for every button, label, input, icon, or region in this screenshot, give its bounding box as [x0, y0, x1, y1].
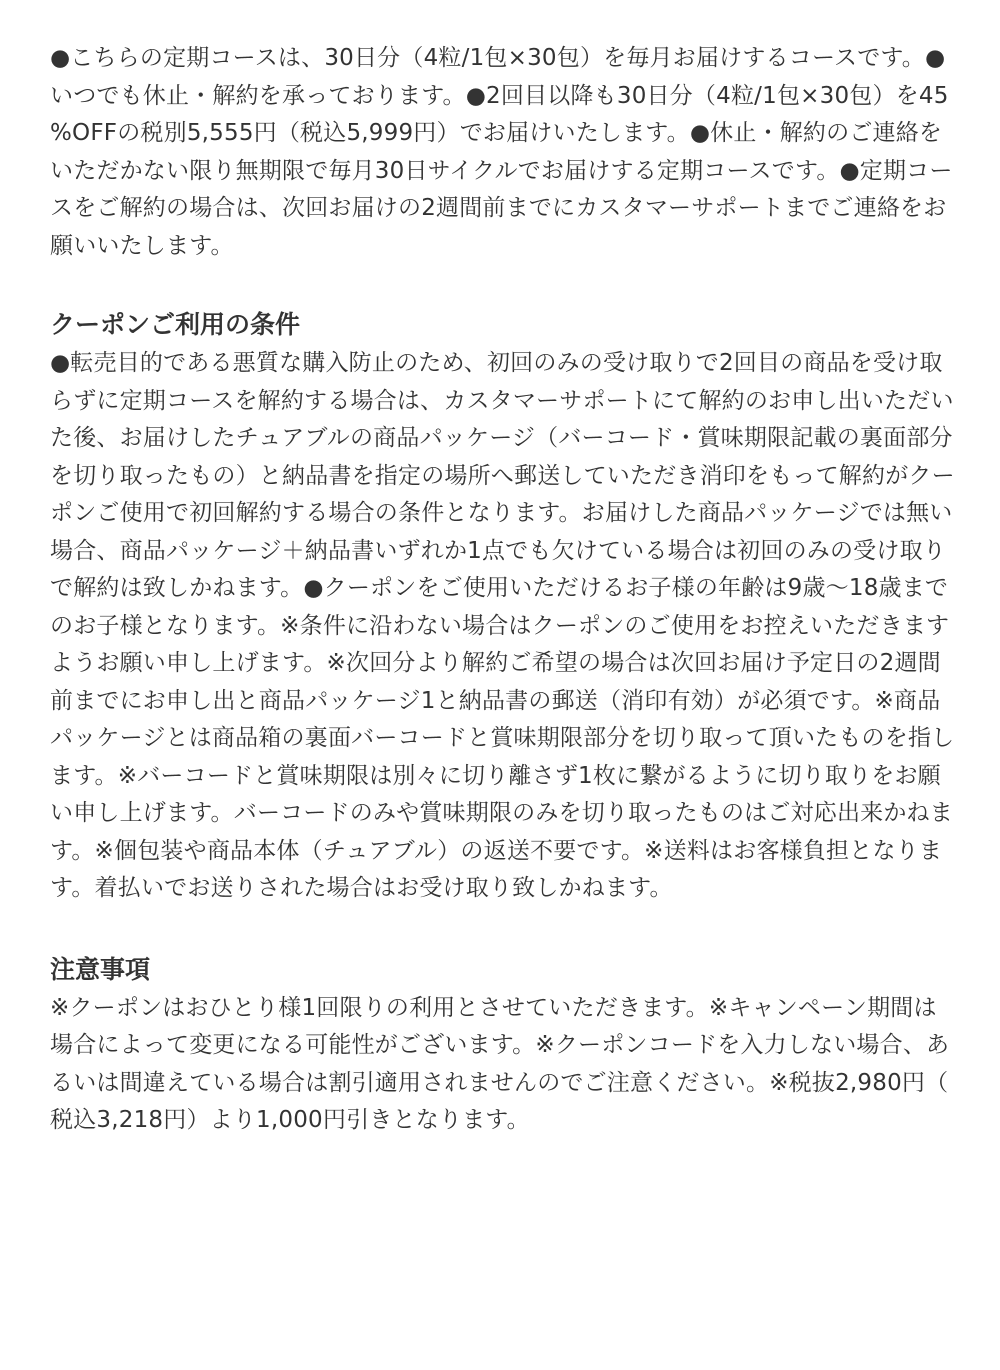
coupon-conditions-paragraph: ●転売目的である悪質な購入防止のため、初回のみの受け取りで2回目の商品を受け取らずに定期コースを解約する場合は、カスタマーサポートにて解約のお申し出いただいた後、お届けしたチュアブルの商品パッケージ（バーコード・賞味期限記載の裏面部分を切り取ったもの）と納品書を指定の場所へ郵送していただき消印をもって解約がクーポンご使用で初回解約する場合の条件となります。お届けした商品パッケージでは無い場合、商品パッケージ＋納品書いずれか1点でも欠けている場合は初回のみの受け取りで解約は致しかねます。●クーポンをご使用いただけるお子様の年齢は9歳〜18歳までのお子様となります。※条件に沿わない場合はクーポンのご使用をお控えいただきますようお願い申し上げます。※次回分より解約ご希望の場合は次回お届け予定日の2週間前までにお申し出と商品パッケージ1と納品書の郵送（消印有効）が必須です。※商品パッケージとは商品箱の裏面バーコードと賞味期限部分を切り取って頂いたものを指します。※バーコードと賞味期限は別々に切り離さず1枚に繋がるように切り取りをお願い申し上げます。バーコードのみや賞味期限のみを切り取ったものはご対応出来かねます。※個包装や商品本体（チュアブル）の返送不要です。※送料はお客様負担となります。着払いでお送りされた場合はお受け取り致しかねます。: [50, 350, 955, 901]
terms-content: [50, 40, 955, 1140]
intro-paragraph: ●こちらの定期コースは、30日分（4粒/1包×30包）を毎月お届けするコースです。●いつでも休止・解約を承っております。●2回目以降も30日分（4粒/1包×30包）を45%OFFの税別5,555円（税込5,999円）でお届けいたします。●休止・解約のご連絡をいただかない限り無期限で毎月30日サイクルでお届けする定期コースです。●定期コースをご解約の場合は、次回お届けの2週間前までにカスタマーサポートまでご連絡をお願いいたします。: [50, 45, 953, 259]
notes-paragraph: ※クーポンはおひとり様1回限りの利用とさせていただきます。※キャンペーン期間は場合によって変更になる可能性がございます。※クーポンコードを入力しない場合、あるいは間違えている場合は割引適用されませんのでご注意ください。※税抜2,980円（税込3,218円）より1,000円引きとなります。: [50, 994, 950, 1133]
spacer: [50, 908, 955, 950]
notes-heading: 注意事項: [50, 954, 151, 984]
coupon-conditions-heading: クーポンご利用の条件: [50, 310, 301, 339]
spacer: [50, 265, 955, 305]
